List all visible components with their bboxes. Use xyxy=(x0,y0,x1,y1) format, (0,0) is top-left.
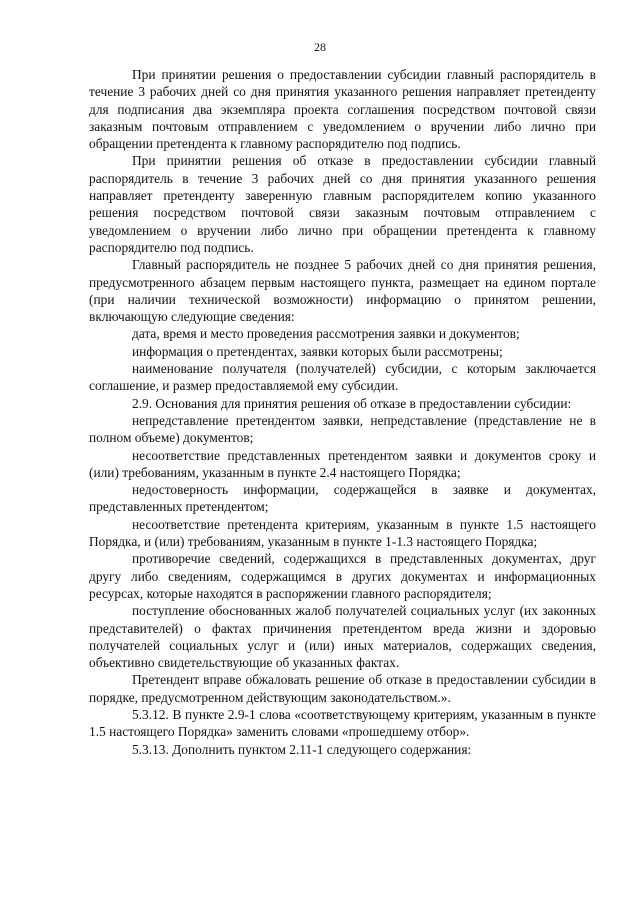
list-item-recipient-name: наименование получателя (получателей) субсидии, с которым заключается соглашение, и размер предоставляемой ему субсидии. xyxy=(89,361,596,394)
paragraph-5-3-13: 5.3.13. Дополнить пунктом 2.11-1 следующего содержания: xyxy=(132,741,472,757)
list-item-complaints: поступление обоснованных жалоб получателей социальных услуг (их законных представителей) о фактах причинения претендентом вреда жизни и здоровью получателей социальных услуг и (или) иных материалов, содержащих сведения, объективно свидетельствующие об указанных фактах. xyxy=(89,603,596,671)
page-body xyxy=(89,66,596,758)
paragraph-subsidy-decision: При принятии решения о предоставлении субсидии главный распорядитель в течение 3 рабочих дней со дня принятия указанного решения направляет претенденту для подписания два экземпляра проекта соглашения посредством почтовой связи заказным почтовым отправлением с уведомлением о вручении либо лично при обращении претендента к главному распорядителю под подпись. xyxy=(89,67,596,152)
list-item-contradictions: противоречие сведений, содержащихся в представленных документах, друг другу либо сведениям, содержащимся в других документах и информационных ресурсах, которые находятся в распоряжении главного распорядителя; xyxy=(89,551,596,601)
page-number: 28 xyxy=(314,40,326,54)
paragraph-5-3-12: 5.3.12. В пункте 2.9-1 слова «соответствующему критериям, указанным в пункте 1.5 настоящего Порядка» заменить словами «прошедшему отбор». xyxy=(89,706,596,740)
paragraph-refusal-decision: При принятии решения об отказе в предоставлении субсидии главный распорядитель в течение 3 рабочих дней со дня принятия указанного решения направляет претенденту заверенную главным распорядителем копию указанного решения посредством почтовой связи заказным почтовым отправлением с уведомлением о вручении либо лично при обращении претендента к главному распорядителю под подпись. xyxy=(89,153,596,255)
list-item-criteria-mismatch: несоответствие претендента критериям, указанным в пункте 1.5 настоящего Порядка, и (или) требованиям, указанным в пункте 1-1.3 настоящего Порядка; xyxy=(89,516,596,550)
list-item-review-date: дата, время и место проведения рассмотрения заявки и документов; xyxy=(132,326,520,342)
list-item-non-submission: непредставление претендентом заявки, непредставление (представление не в полном объеме) документов; xyxy=(89,412,596,446)
list-item-applicants-info: информация о претендентах, заявки которых были рассмотрены; xyxy=(132,343,503,359)
paragraph-portal-publication: Главный распорядитель не позднее 5 рабочих дней со дня принятия решения, предусмотренного абзацем первым настоящего пункта, размещает на едином портале (при наличии технической возможности) информацию о принятом решении, включающую следующие сведения: xyxy=(89,257,596,325)
list-item-unreliable-info: недостоверность информации, содержащейся в заявке и документах, представленных претендентом; xyxy=(89,482,596,515)
list-item-non-compliance-documents: несоответствие представленных претендентом заявки и документов сроку и (или) требованиям, указанным в пункте 2.4 настоящего Порядка; xyxy=(89,447,596,480)
section-2-9-heading: 2.9. Основания для принятия решения об отказе в предоставлении субсидии: xyxy=(132,395,572,411)
paragraph-appeal-right: Претендент вправе обжаловать решение об отказе в предоставлении субсидии в порядке, предусмотренном действующим законодательством.». xyxy=(89,672,596,705)
